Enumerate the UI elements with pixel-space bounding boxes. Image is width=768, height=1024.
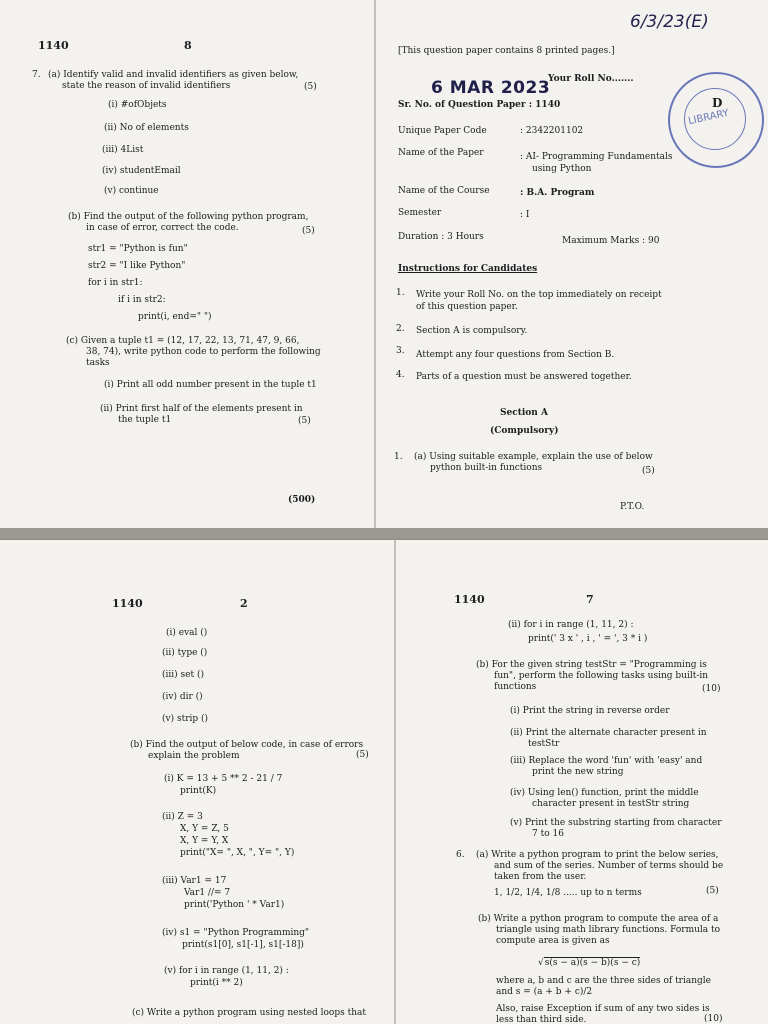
question-7a-line1: (a) Identify valid and invalid identifiers as given below, (48, 70, 299, 80)
question-b-line1: (b) Find the output of below code, in case of errors (130, 740, 364, 750)
marks: (10) (702, 684, 721, 694)
code-part-ii: (ii) Z = 3 (162, 812, 203, 822)
page-1-cover (376, 0, 768, 528)
sqrt-icon: √ (538, 958, 544, 968)
question-c-line1: (c) Write a python program using nested loops that (132, 1008, 366, 1018)
page-number: 8 (184, 39, 192, 52)
paper-code: 1140 (454, 593, 485, 606)
identifier-item: (ii) No of elements (104, 123, 189, 133)
question-b-line2: fun", perform the following tasks using built-in (494, 671, 709, 681)
course-name-label: Name of the Course (398, 186, 490, 196)
instruction-text-cont: of this question paper. (416, 302, 518, 312)
code-part-ii: (ii) for i in range (1, 11, 2) : (508, 620, 634, 630)
identifier-item: (iv) studentEmail (102, 166, 181, 176)
task-item-cont: character present in testStr string (532, 799, 690, 809)
code-line: print(' 3 x ' , i , ' = ', 3 * i ) (528, 634, 648, 644)
paper-name-value: : AI- Programming Fundamentals (520, 152, 673, 162)
semester-value: : I (520, 210, 530, 220)
instruction-text: Write your Roll No. on the top immediately on receipt (416, 290, 662, 300)
code-line: X, Y = Y, X (180, 836, 229, 846)
marks: (5) (642, 466, 655, 476)
formula-where-line1: where a, b and c are the three sides of triangle (496, 976, 711, 986)
task-item: (v) Print the substring starting from character (510, 818, 722, 828)
question-number: 1. (394, 452, 403, 462)
print-count: (500) (288, 495, 316, 505)
code-part-v: (v) for i in range (1, 11, 2) : (164, 966, 289, 976)
exception-line2: less than third side. (496, 1015, 587, 1024)
marks: (5) (304, 82, 317, 92)
code-line: print(s1[0], s1[-1], s1[-18]) (182, 940, 304, 950)
marks: (5) (356, 750, 369, 760)
received-date-stamp: 6 MAR 2023 (431, 78, 551, 98)
task-item-cont: the tuple t1 (118, 415, 172, 425)
function-item: (ii) type () (162, 648, 208, 658)
instruction-number: 4. (396, 370, 405, 380)
task-item: (iii) Replace the word 'fun' with 'easy' and (510, 756, 703, 766)
task-item: (ii) Print first half of the elements present in (100, 404, 303, 414)
code-line: print(i ** 2) (190, 978, 243, 988)
instruction-number: 2. (396, 324, 405, 334)
handwritten-date: 6/3/23(E) (630, 12, 709, 32)
marks: (5) (302, 226, 315, 236)
instruction-text: Parts of a question must be answered together. (416, 372, 632, 382)
code-line: print(K) (180, 786, 217, 796)
question-b-line1: (b) For the given string testStr = "Programming is (476, 660, 707, 670)
maximum-marks: Maximum Marks : 90 (562, 236, 660, 246)
series: 1, 1/2, 1/4, 1/8 ..... up to n terms (494, 888, 642, 898)
instruction-number: 1. (396, 288, 405, 298)
marks: (5) (298, 416, 311, 426)
code-line: print(i, end=" ") (138, 312, 212, 322)
page-2 (0, 540, 394, 1024)
instruction-number: 3. (396, 346, 405, 356)
code-line: print('Python ' * Var1) (184, 900, 285, 910)
code-line: if i in str2: (118, 295, 166, 305)
paper-set-letter: D (712, 96, 723, 110)
question-7c-line1: (c) Given a tuple t1 = (12, 17, 22, 13, 71, 47, 9, 66, (66, 336, 300, 346)
semester-label: Semester (398, 208, 442, 218)
roll-number-label: Your Roll No....... (548, 74, 634, 84)
pages-note: [This question paper contains 8 printed pages.] (398, 46, 615, 56)
question-6b-line2: triangle using math library functions. Formula to (496, 925, 721, 935)
identifier-item: (v) continue (104, 186, 159, 196)
code-line: Var1 //= 7 (184, 888, 231, 898)
task-item-cont: testStr (528, 739, 560, 749)
upc-label: Unique Paper Code (398, 126, 487, 136)
page-fold-gap (0, 528, 768, 540)
formula-where-line2: and s = (a + b + c)/2 (496, 987, 593, 997)
formula-radicand: s(s − a)(s − b)(s − c) (544, 958, 641, 968)
question-7b-line2: in case of error, correct the code. (86, 223, 239, 233)
page-number: 7 (586, 593, 594, 606)
section-subtitle: (Compulsory) (490, 426, 559, 436)
question-paper-serial: Sr. No. of Question Paper : 1140 (398, 100, 561, 110)
function-item: (v) strip () (162, 714, 209, 724)
area-formula (538, 958, 640, 968)
question-7a-line2: state the reason of invalid identifiers (62, 81, 231, 91)
code-part-iv: (iv) s1 = "Python Programming" (162, 928, 310, 938)
course-name-value: : B.A. Program (520, 188, 595, 198)
task-item: (i) Print the string in reverse order (510, 706, 670, 716)
question-6b-line1: (b) Write a python program to compute the area of a (478, 914, 719, 924)
section-title: Section A (500, 408, 548, 418)
code-line: print("X= ", X, ", Y= ", Y) (180, 848, 295, 858)
code-part-iii: (iii) Var1 = 17 (162, 876, 227, 886)
task-item: (i) Print all odd number present in the tuple t1 (104, 380, 317, 390)
identifier-item: (i) #ofObjets (108, 100, 167, 110)
code-part-i: (i) K = 13 + 5 ** 2 - 21 / 7 (164, 774, 283, 784)
question-1a-line1: (a) Using suitable example, explain the use of below (414, 452, 653, 462)
paper-code: 1140 (112, 597, 143, 610)
paper-code: 1140 (38, 39, 69, 52)
duration: Duration : 3 Hours (398, 232, 484, 242)
question-7b-line1: (b) Find the output of the following python program, (68, 212, 309, 222)
library-seal (668, 72, 764, 168)
seal-text: LIBRARY (687, 107, 730, 128)
page-7 (396, 540, 768, 1024)
marks: (5) (706, 886, 719, 896)
task-item: (ii) Print the alternate character present in (510, 728, 707, 738)
question-b-line2: explain the problem (148, 751, 240, 761)
question-b-line3: functions (494, 682, 537, 692)
question-7c-line2: 38, 74), write python code to perform the following (86, 347, 321, 357)
paper-name-value-cont: using Python (532, 164, 592, 174)
pto: P.T.O. (620, 502, 645, 512)
code-line: X, Y = Z, 5 (180, 824, 229, 834)
task-item-cont: 7 to 16 (532, 829, 564, 839)
function-item: (iv) dir () (162, 692, 203, 702)
question-number: 6. (456, 850, 465, 860)
upc-value: : 2342201102 (520, 126, 584, 136)
code-line: str1 = "Python is fun" (88, 244, 188, 254)
question-6a-line2: and sum of the series. Number of terms should be (494, 861, 724, 871)
marks: (10) (704, 1014, 723, 1024)
function-item: (iii) set () (162, 670, 204, 680)
page-number: 2 (240, 597, 248, 610)
code-line: str2 = "I like Python" (88, 261, 186, 271)
task-item: (iv) Using len() function, print the middle (510, 788, 699, 798)
question-1a-line2: python built-in functions (430, 463, 543, 473)
instruction-text: Attempt any four questions from Section B. (416, 350, 615, 360)
exception-line1: Also, raise Exception if sum of any two sides is (496, 1004, 710, 1014)
code-line: for i in str1: (88, 278, 143, 288)
identifier-item: (iii) 4List (102, 145, 144, 155)
task-item-cont: print the new string (532, 767, 624, 777)
function-item: (i) eval () (166, 628, 208, 638)
question-6a-line1: (a) Write a python program to print the below series, (476, 850, 719, 860)
question-7c-line3: tasks (86, 358, 110, 368)
instructions-heading: Instructions for Candidates (398, 264, 538, 274)
question-6b-line3: compute area is given as (496, 936, 610, 946)
question-number: 7. (32, 70, 41, 80)
question-6a-line3: taken from the user. (494, 872, 587, 882)
paper-name-label: Name of the Paper (398, 148, 484, 158)
page-8 (0, 0, 374, 528)
instruction-text: Section A is compulsory. (416, 326, 528, 336)
